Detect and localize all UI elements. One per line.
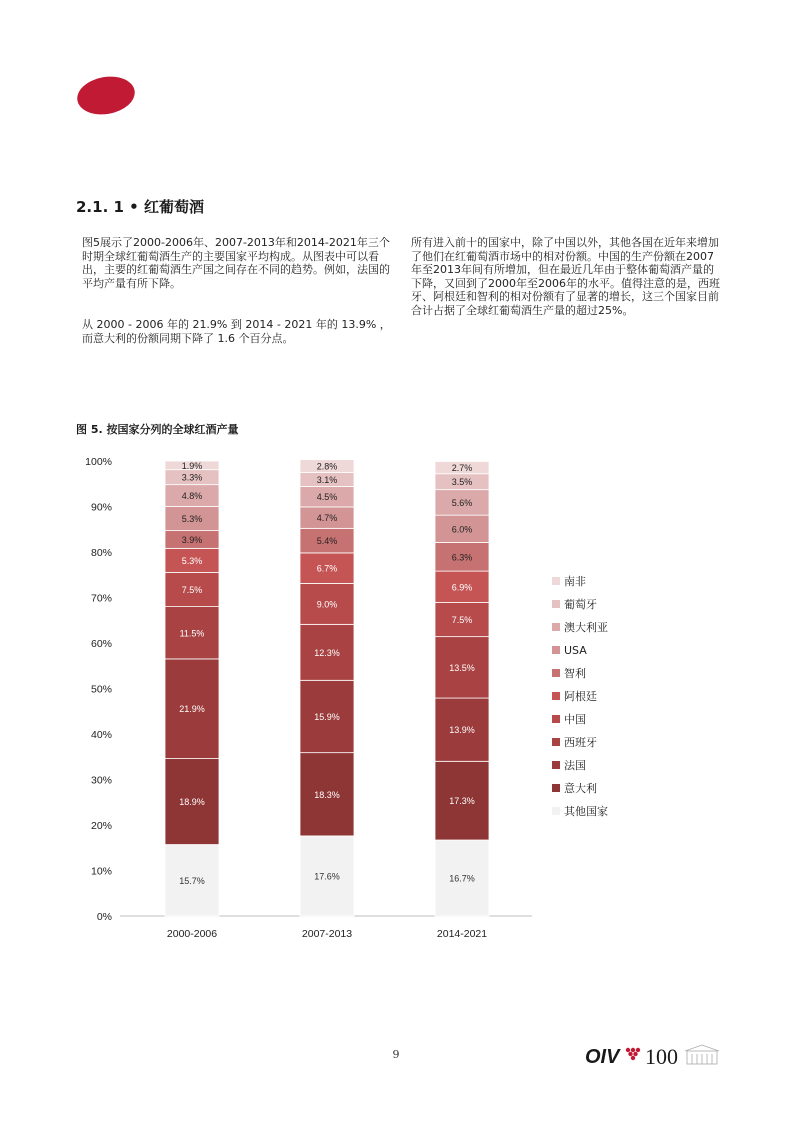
x-tick-label: 2007-2013	[301, 928, 353, 940]
data-label: 11.5%	[179, 628, 205, 639]
legend-swatch	[552, 646, 560, 654]
y-tick-label: 10%	[90, 865, 112, 878]
data-label: 13.9%	[449, 725, 475, 736]
data-label: 4.8%	[181, 491, 203, 502]
data-label: 16.7%	[449, 873, 475, 884]
data-label: 3.9%	[181, 534, 203, 545]
legend-label: 意大利	[564, 782, 597, 795]
legend-label: 葡萄牙	[564, 598, 597, 611]
stacked-bar-chart	[70, 450, 670, 950]
data-label: 4.7%	[316, 513, 338, 524]
legend-label: 智利	[564, 667, 586, 680]
data-label: 5.3%	[181, 514, 203, 525]
data-label: 6.0%	[451, 524, 473, 535]
data-label: 6.9%	[451, 582, 473, 593]
y-tick-label: 80%	[90, 547, 112, 559]
y-tick-label: 0%	[96, 911, 112, 923]
data-label: 5.3%	[181, 555, 203, 566]
legend-swatch	[552, 807, 560, 815]
data-label: 6.3%	[451, 552, 473, 563]
legend-label: 阿根廷	[564, 690, 597, 703]
data-label: 17.3%	[449, 796, 475, 807]
section-heading: 2.1. 1 • 红葡萄酒	[76, 198, 204, 216]
red-blob-decoration	[76, 76, 136, 115]
legend-label: USA	[564, 644, 587, 657]
legend-label: 南非	[564, 575, 586, 588]
legend-label: 中国	[564, 713, 586, 726]
legend-label: 澳大利亚	[564, 621, 608, 634]
data-label: 2.8%	[316, 461, 338, 472]
logo-oiv-text: OIV	[585, 1046, 620, 1068]
paragraph-left-2: 从 2000 - 2006 年的 21.9% 到 2014 - 2021 年的 13.9% ，而意大利的份额同期下降了 1.6 个百分点。	[82, 318, 391, 345]
data-label: 18.3%	[314, 789, 340, 800]
building-icon	[685, 1045, 719, 1064]
y-tick-label: 40%	[90, 729, 112, 741]
legend-swatch	[552, 669, 560, 677]
paragraph-left-1: 图5展示了2000-2006年、2007-2013年和2014-2021年三个时期全球红葡萄酒生产的主要国家平均构成。从图表中可以看出，主要的红葡萄酒生产国之间存在不同的趋势。例如，法国的平均产量有所下降。	[82, 236, 390, 290]
x-tick-label: 2000-2006	[166, 928, 218, 940]
y-tick-label: 50%	[90, 683, 112, 696]
data-label: 4.5%	[316, 492, 338, 503]
data-label: 21.9%	[179, 704, 205, 715]
legend-swatch	[552, 715, 560, 723]
data-label: 15.9%	[314, 711, 340, 722]
legend-label: 法国	[564, 759, 586, 772]
data-label: 5.4%	[316, 536, 338, 547]
y-tick-label: 100%	[85, 456, 112, 468]
figure-caption: 图 5. 按国家分列的全球红酒产量	[76, 423, 239, 436]
left-text-column	[82, 236, 392, 345]
data-label: 13.5%	[449, 662, 475, 673]
legend-swatch	[552, 692, 560, 700]
oiv-100-logo	[585, 1042, 721, 1068]
legend-swatch	[552, 738, 560, 746]
data-label: 7.5%	[181, 585, 203, 596]
data-label: 12.3%	[314, 647, 340, 658]
data-label: 2.7%	[451, 463, 473, 474]
data-label: 5.6%	[451, 497, 473, 508]
chart-bars	[165, 460, 489, 940]
y-tick-label: 60%	[90, 638, 112, 650]
legend-swatch	[552, 600, 560, 608]
data-label: 7.5%	[451, 615, 473, 626]
grape-icon	[626, 1048, 640, 1060]
y-tick-label: 30%	[90, 774, 112, 787]
legend-swatch	[552, 761, 560, 769]
legend-swatch	[552, 784, 560, 792]
paragraph-right-1: 所有进入前十的国家中，除了中国以外，其他各国在近年来增加了他们在红葡萄酒市场中的相对份额。中国的生产份额在2007年至2013年间有所增加，但在最近几年由于整体葡萄酒产量的下降，又回到了2000年至2006年的水平。值得注意的是，西班牙、阿根廷和智利的相对份额有了显著的增长，这三个国家目前合计占据了全球红葡萄酒生产量的超过25%。	[411, 236, 720, 317]
data-label: 18.9%	[179, 797, 205, 808]
data-label: 1.9%	[181, 460, 203, 471]
right-text-column	[411, 236, 721, 317]
data-label: 3.3%	[181, 472, 203, 483]
legend-swatch	[552, 623, 560, 631]
page-number: 9	[392, 1048, 400, 1061]
y-tick-label: 90%	[90, 501, 112, 514]
chart-legend	[552, 574, 608, 818]
y-tick-label: 20%	[90, 820, 112, 832]
data-label: 17.6%	[314, 871, 340, 882]
data-label: 3.5%	[451, 477, 473, 488]
data-label: 3.1%	[316, 474, 338, 485]
legend-label: 其他国家	[564, 805, 608, 818]
data-label: 6.7%	[316, 563, 338, 574]
logo-number: 100	[645, 1044, 678, 1068]
data-label: 15.7%	[179, 875, 205, 886]
x-tick-label: 2014-2021	[436, 928, 488, 940]
y-tick-label: 70%	[90, 592, 112, 605]
data-label: 9.0%	[316, 599, 338, 610]
legend-label: 西班牙	[564, 736, 597, 749]
legend-swatch	[552, 577, 560, 585]
